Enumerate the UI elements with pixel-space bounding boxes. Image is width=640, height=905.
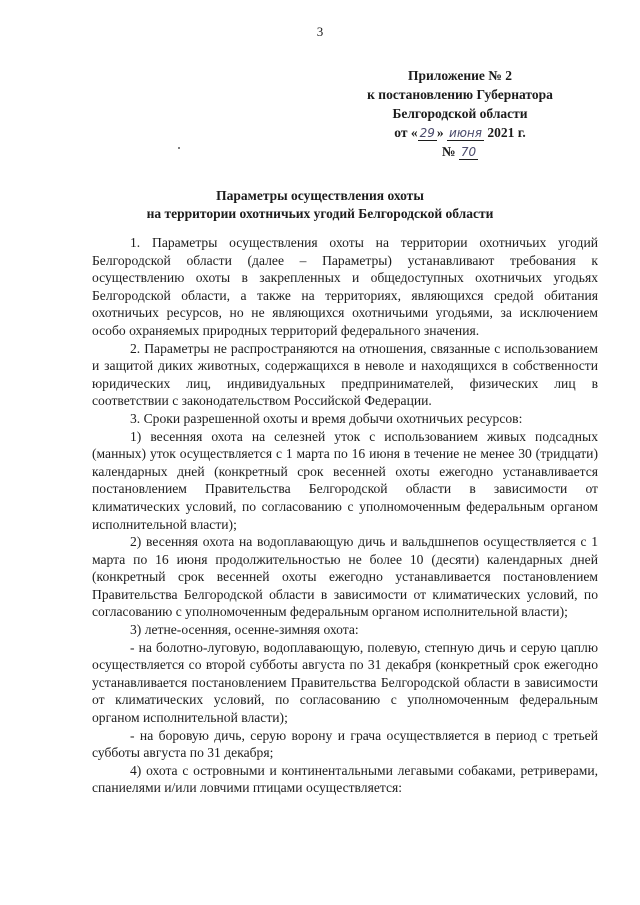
paragraph-2: 2. Параметры не распространяются на отношения, связанные с использованием и защитой диких животных, содержащихся в неволе и находящихся в собственности юридических лиц, индивидуальных предпринимателей, физических лиц в соответствии с законодательством Российской Федерации.	[92, 340, 598, 409]
annex-resolution: к постановлению Губернатора	[367, 87, 553, 102]
date-year: 2021 г.	[487, 125, 526, 140]
paragraph-3-4: 4) охота с островными и континентальными легавыми собаками, ретриверами, спаниелями и/или ловчими птицами осуществляется:	[92, 762, 598, 796]
date-day: 29	[419, 126, 435, 140]
annex-region: Белгородской области	[392, 106, 528, 121]
paragraph-3-3: 3) летне-осенняя, осенне-зимняя охота:	[130, 622, 359, 638]
document-title	[0, 187, 640, 223]
paragraph-1: 1. Параметры осуществления охоты на территории охотничьих угодий Белгородской области (далее – Параметры) устанавливают требования к осуществлению охоты в закрепленных и общедоступных охотничьих угодьях Белгородской области, а также на территориях, являющихся средой обитания охотничьих ресурсов, но не являющихся охотничьими угодьями, за исключением особо охраняемых природных территорий федерального значения.	[92, 235, 598, 338]
date-mid: »	[436, 125, 444, 140]
paragraph-3: 3. Сроки разрешенной охоты и время добычи охотничьих ресурсов:	[130, 410, 523, 426]
title-line-1: Параметры осуществления охоты	[216, 188, 424, 203]
paragraph-3-1: 1) весенняя охота на селезней уток с использованием живых подсадных (манных) уток осуществляется с 1 марта по 16 июня в течение не менее 30 (тридцати) календарных дней (конкретный срок весенней охоты ежегодно устанавливается постановлением Правительства Белгородской области в зависимости от климатических условий, по согласованию с уполномоченным федеральным органом исполнительной власти);	[92, 428, 598, 532]
annex-title: Приложение № 2	[408, 68, 512, 83]
paragraph-3-3-a: - на болотно-луговую, водоплавающую, полевую, степную дичь и серую цаплю осуществляется со второй субботы августа по 31 декабря (конкретный срок ежегодно устанавливается постановлением Правительства Белгородской области в зависимости от климатических условий, по согласованию с уполномоченным федеральным органом исполнительной власти);	[92, 639, 598, 726]
date-prefix: от «	[394, 125, 418, 140]
date-month: июня	[449, 126, 482, 140]
page-number: 3	[316, 24, 324, 39]
number-value: 70	[460, 145, 477, 159]
number-prefix: №	[441, 144, 456, 159]
paragraph-3-2: 2) весенняя охота на водоплавающую дичь и вальдшнепов осуществляется с 1 марта по 16 июня продолжительностью не более 10 (десяти) календарных дней (конкретный срок весенней охоты ежегодно устанавливается постановлением Правительства Белгородской области в зависимости от климатических условий, по согласованию с уполномоченным федеральным органом исполнительной власти);	[92, 534, 598, 620]
annex-date	[330, 123, 590, 142]
scan-dot	[178, 147, 180, 149]
paragraph-3-3-b: - на боровую дичь, серую ворону и грача осуществляется в период с третьей субботы августа по 31 декабря;	[92, 727, 598, 761]
title-line-2: на территории охотничьих угодий Белгородской области	[146, 206, 494, 221]
document-body	[92, 234, 598, 797]
annex-header	[330, 66, 590, 161]
annex-number	[330, 142, 590, 161]
